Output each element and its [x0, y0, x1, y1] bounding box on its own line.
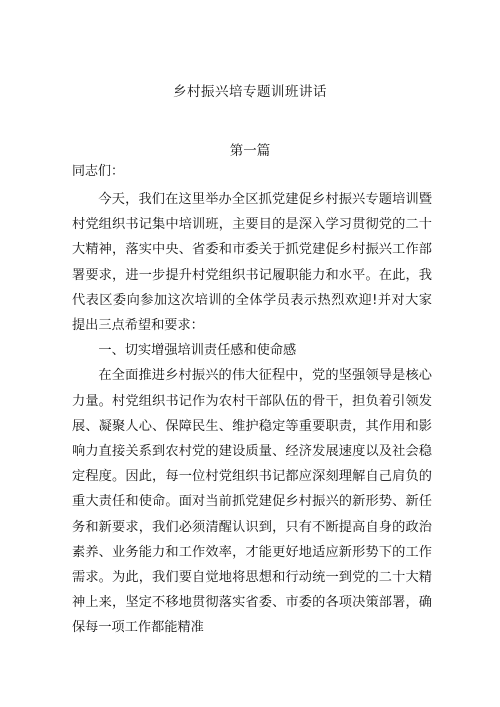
document-title: 乡村振兴培专题训班讲话	[173, 84, 327, 100]
paragraph-responsibility: 在全面推进乡村振兴的伟大征程中，党的坚强领导是核心力量。村党组织书记作为农村干部队伍的骨干，担负着引领发展、凝聚人心、保障民生、维护稳定等重要职责，其作用和影响力直接关系到农村党的建设质量、经济发展速度以及社会稳定程度。因此，每一位村党组织书记都应深刻理解自己肩负的重大责任和使命。面对当前抓党建促乡村振兴的新形势、新任务和新要求，我们必须清醒认识到，只有不断提高自身的政治素养、业务能力和工作效率，才能更好地适应新形势下的工作需求。为此，我们要自觉地将思想和行动统一到党的二十大精神上来，坚定不移地贯彻落实省委、市委的各项决策部署，确保每一项工作都能精准	[72, 368, 432, 636]
document-body	[72, 187, 432, 641]
section-heading: 第一篇	[229, 143, 271, 159]
salutation: 同志们：	[72, 164, 125, 179]
paragraph-opening: 今天，我们在这里举办全区抓党建促乡村振兴专题培训暨村党组织书记集中培训班，主要目的是深入学习贯彻党的二十大精神，落实中央、省委和市委关于抓党建促乡村振兴工作部署要求，进一步提升村党组织书记履职能力和水平。在此，我代表区委向参加这次培训的全体学员表示热烈欢迎!并对大家提出三点希望和要求：	[72, 192, 432, 334]
paragraph-heading-one: 一、切实增强培训责任感和使命感	[98, 343, 297, 359]
